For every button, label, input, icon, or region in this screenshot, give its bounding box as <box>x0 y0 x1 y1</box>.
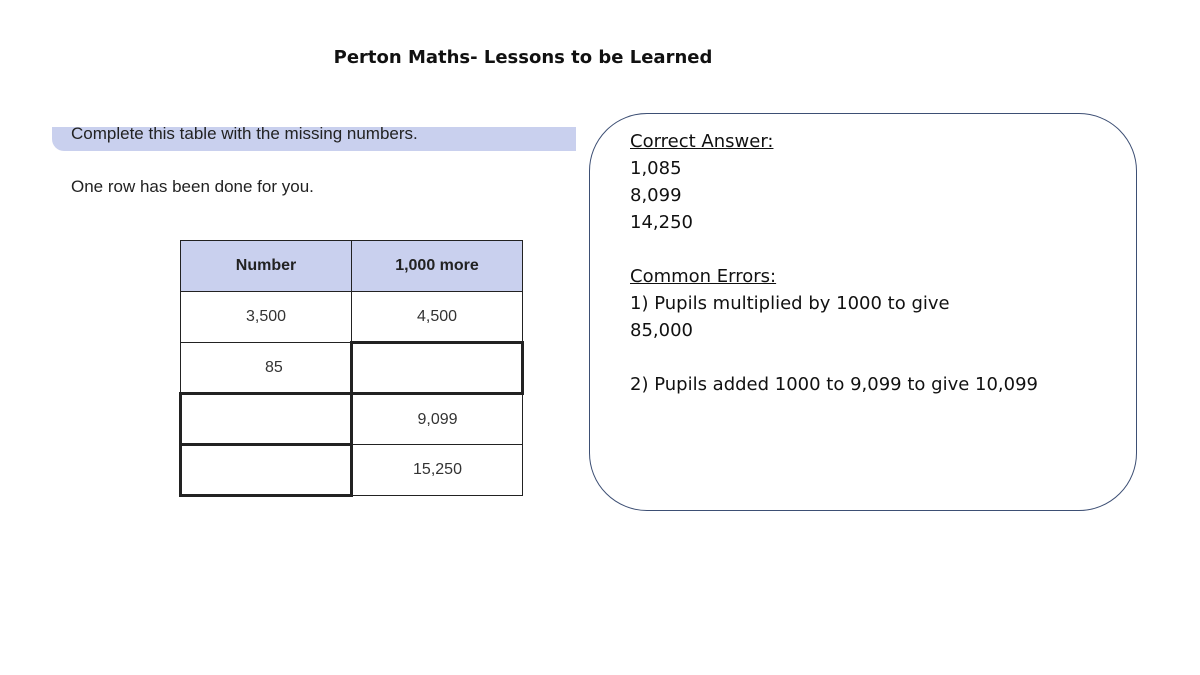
header-1000-more: 1,000 more <box>352 241 523 292</box>
table-row <box>181 292 523 343</box>
error-1-line-2: 85,000 <box>630 320 693 341</box>
answer-cell-blank <box>352 343 523 394</box>
correct-value: 8,099 <box>630 185 682 206</box>
table-row <box>181 394 523 445</box>
error-2: 2) Pupils added 1000 to 9,099 to give 10,099 <box>630 374 1038 395</box>
missing-numbers-table <box>179 240 524 497</box>
spacer <box>630 236 1130 263</box>
page-title: Perton Maths- Lessons to be Learned <box>333 47 713 68</box>
error-1-line-1: 1) Pupils multiplied by 1000 to give <box>630 293 950 314</box>
table-cell: 4,500 <box>352 292 523 343</box>
table-cell: 3,500 <box>181 292 352 343</box>
table-row <box>181 343 523 394</box>
table-cell: 9,099 <box>352 394 523 445</box>
answer-cell-blank <box>181 394 352 445</box>
correct-value: 1,085 <box>630 158 682 179</box>
table-cell: 85 <box>181 343 352 394</box>
question-note: One row has been done for you. <box>71 177 314 196</box>
question-instruction: Complete this table with the missing numbers. <box>71 124 418 143</box>
answer-content <box>630 128 1130 398</box>
common-errors-heading: Common Errors: <box>630 266 777 287</box>
spacer <box>630 344 1130 371</box>
correct-value: 14,250 <box>630 212 693 233</box>
table-row <box>181 445 523 496</box>
table-header-row <box>181 241 523 292</box>
header-number: Number <box>181 241 352 292</box>
table-cell: 15,250 <box>352 445 523 496</box>
correct-answer-heading: Correct Answer: <box>630 131 774 152</box>
answer-cell-blank <box>181 445 352 496</box>
